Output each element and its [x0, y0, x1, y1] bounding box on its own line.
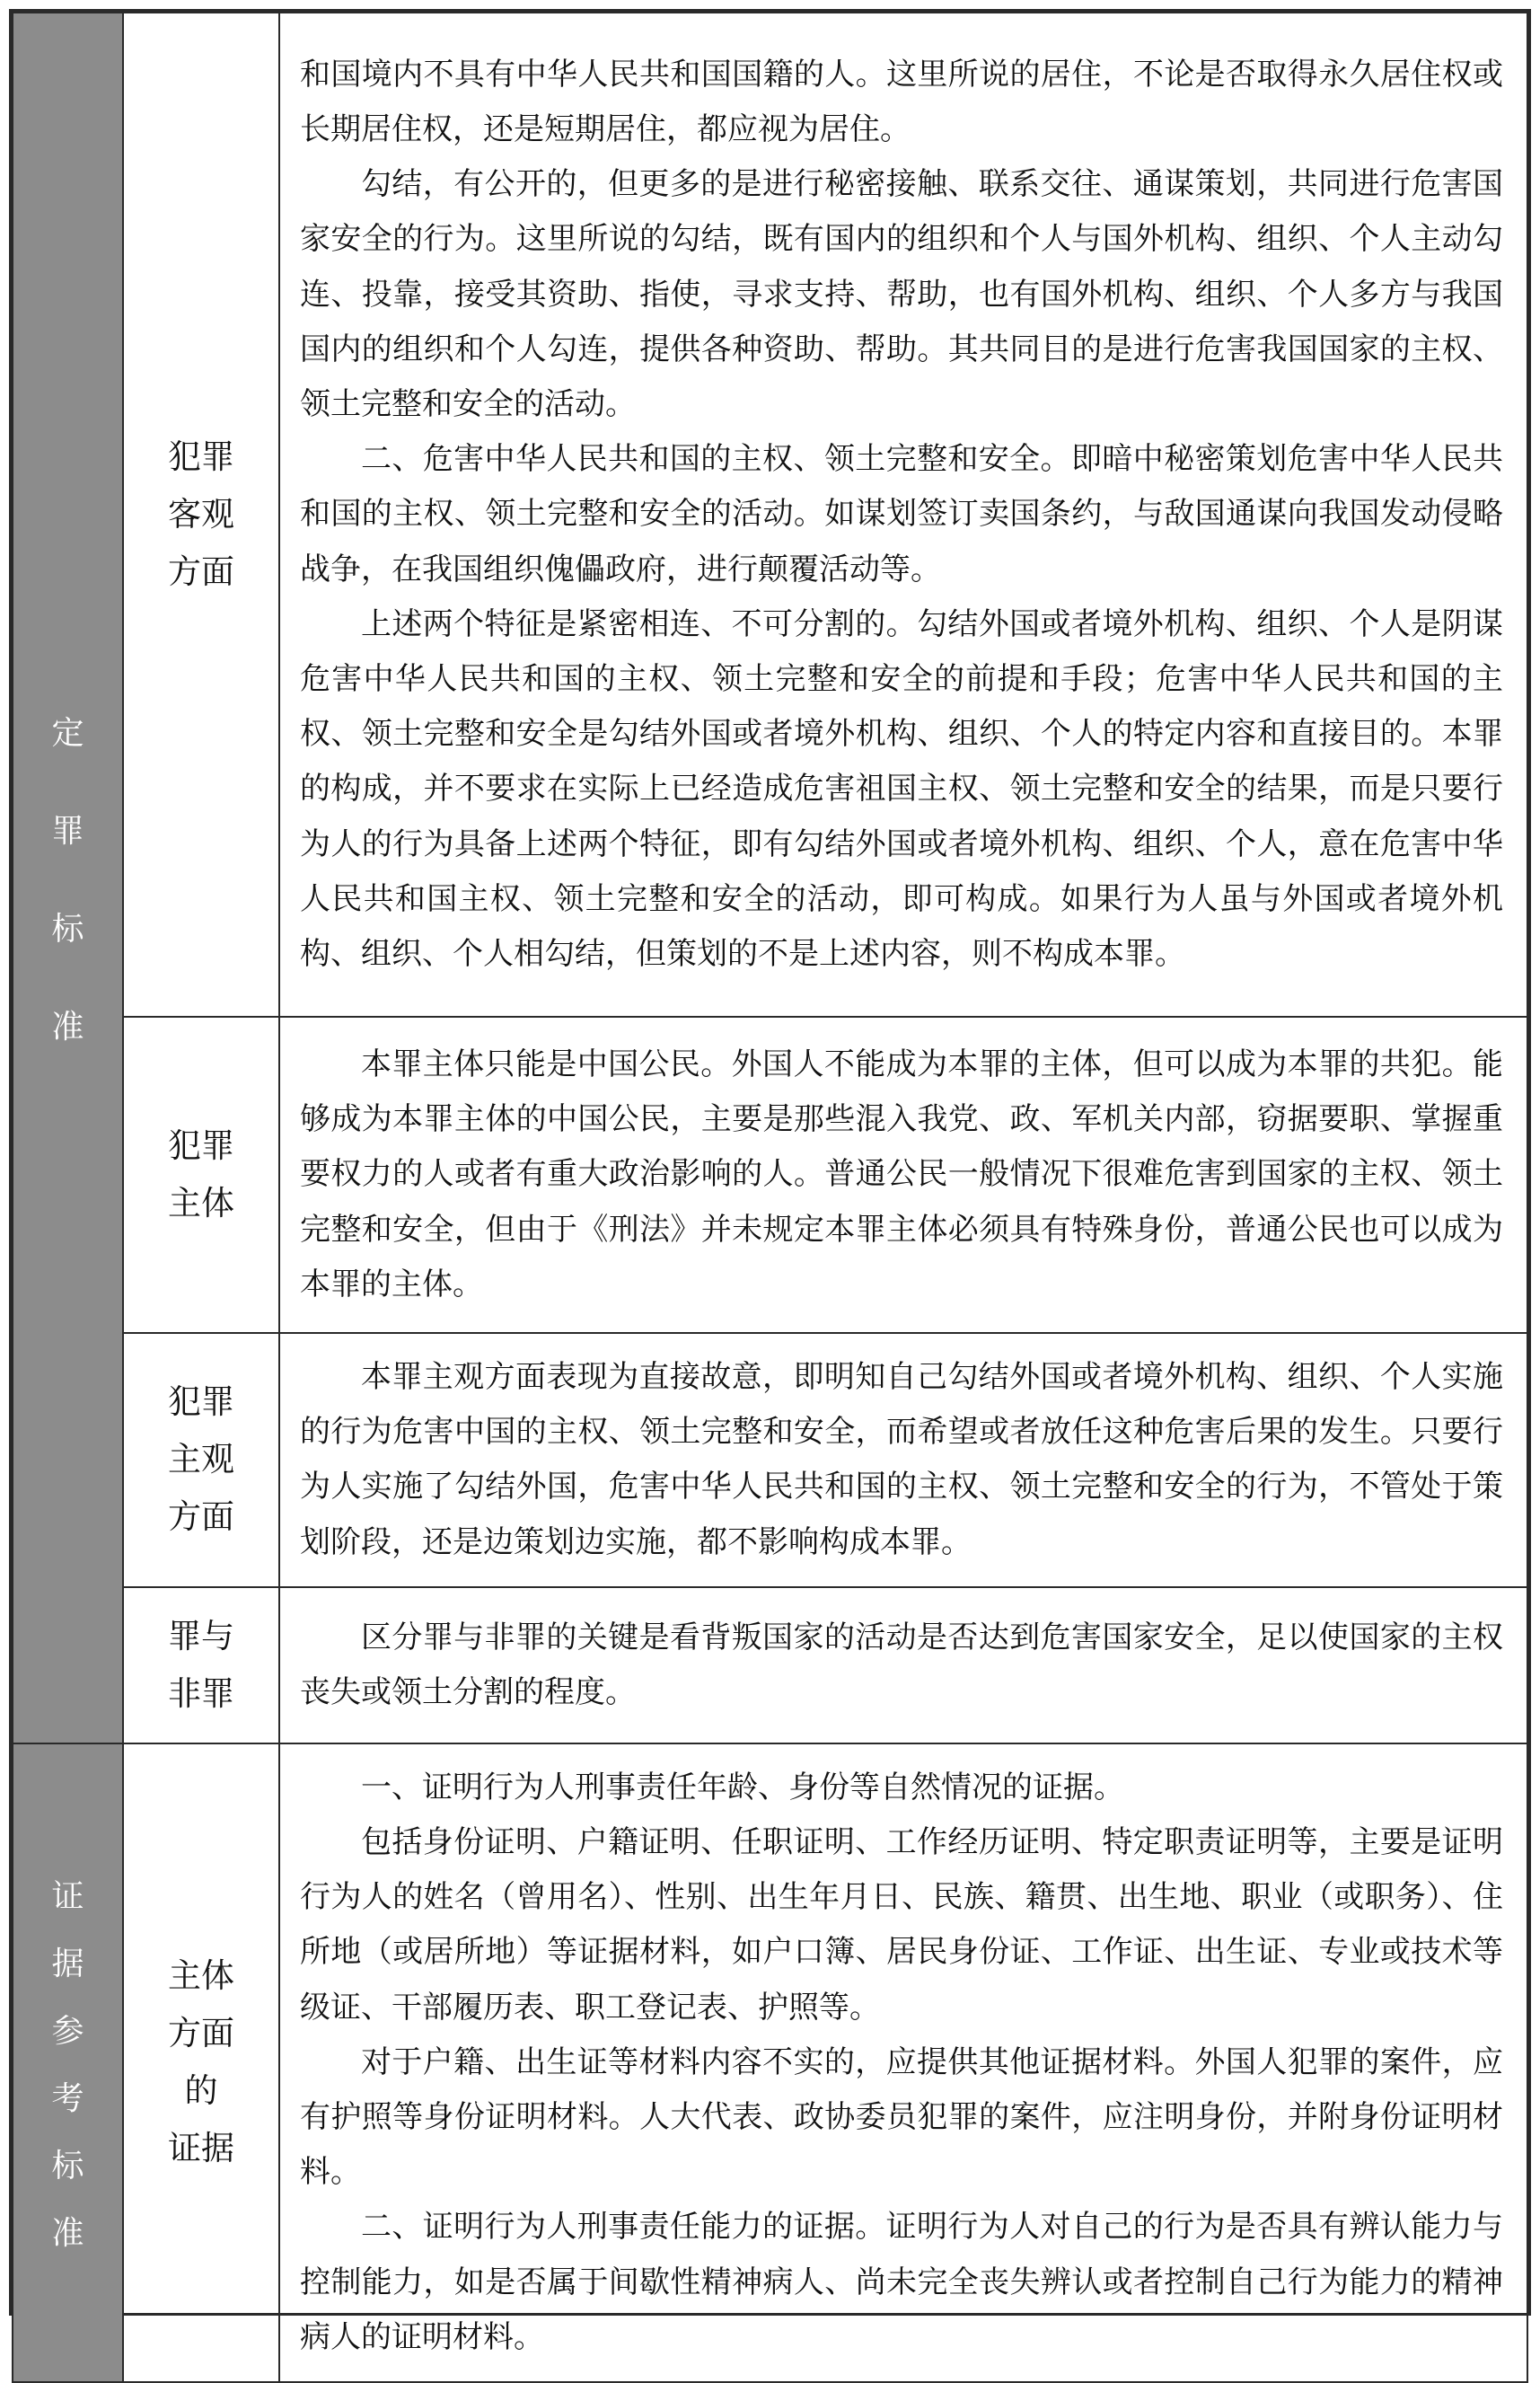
paragraph: 一、证明行为人刑事责任年龄、身份等自然情况的证据。	[361, 1769, 1124, 1805]
category-char: 标	[51, 2148, 84, 2185]
row-label-line: 罪与	[168, 1616, 234, 1655]
paragraph: 包括身份证明、户籍证明、任职证明、工作经历证明、特定职责证明等，主要是证明行为人的姓名（曾用名）、性别、出生年月日、民族、籍贯、出生地、职业（或职务）、住所地（或居所地）等证据材料，如户口簿、居民身份证、工作证、出生证、专业或技术等级证、干部履历表、职工登记表、护照等。	[300, 1824, 1503, 2026]
category-char: 据	[51, 1946, 84, 1983]
paragraph: 区分罪与非罪的关键是看背叛国家的活动是否达到危害国家安全，足以使国家的主权丧失或领土分割的程度。	[300, 1619, 1503, 1710]
category-cell-evidence-standard	[13, 1743, 123, 2382]
row-content-subject-evidence	[279, 1743, 1527, 2382]
row-content-crime-vs-noncrime	[279, 1587, 1527, 1743]
row-label-objective-aspect	[123, 13, 279, 1017]
table-row	[13, 1333, 1527, 1587]
paragraph: 二、证明行为人刑事责任能力的证据。证明行为人对自己的行为是否具有辨认能力与控制能力，如是否属于间歇性精神病人、尚未完全丧失辨认或者控制自己行为能力的精神病人的证明材料。	[300, 2209, 1503, 2355]
table-row	[13, 1017, 1527, 1333]
category-char: 罪	[51, 813, 84, 851]
row-label-line: 证据	[168, 2129, 234, 2168]
category-char: 准	[51, 2215, 84, 2253]
row-label-subject	[123, 1017, 279, 1333]
row-label-subject-evidence	[123, 1743, 279, 2382]
row-label-line: 主观	[168, 1440, 234, 1479]
table-row	[13, 1743, 1527, 2382]
row-label-line: 方面	[168, 552, 234, 591]
criteria-grid	[12, 12, 1528, 2383]
paragraph: 上述两个特征是紧密相连、不可分割的。勾结外国或者境外机构、组织、个人是阴谋危害中华人民共和国的主权、领土完整和安全的前提和手段；危害中华人民共和国的主权、领土完整和安全是勾结外国或者境外机构、组织、个人的特定内容和直接目的。本罪的构成，并不要求在实际上已经造成危害祖国主权、领土完整和安全的结果，而是只要行为人的行为具备上述两个特征，即有勾结外国或者境外机构、组织、个人，意在危害中华人民共和国主权、领土完整和安全的活动，即可构成。如果行为人虽与外国或者境外机构、组织、个人相勾结，但策划的不是上述内容，则不构成本罪。	[300, 605, 1503, 973]
category-char: 标	[51, 911, 84, 949]
row-label-line: 犯罪	[168, 437, 234, 476]
row-label-line: 主体	[168, 1184, 234, 1222]
category-char: 准	[51, 1009, 84, 1046]
table-row	[13, 1587, 1527, 1743]
row-label-line: 主体	[168, 1956, 234, 1996]
table-row	[13, 13, 1527, 1017]
row-label-line: 方面	[168, 2014, 234, 2053]
row-label-line: 非罪	[168, 1673, 234, 1713]
category-char: 参	[51, 2013, 84, 2051]
criteria-table	[9, 9, 1531, 2355]
category-cell-conviction-standard	[13, 13, 123, 1743]
row-label-line: 方面	[168, 1497, 234, 1537]
row-label-line: 犯罪	[168, 1126, 234, 1165]
row-label-crime-vs-noncrime	[123, 1587, 279, 1743]
row-content-objective-aspect	[279, 13, 1527, 1017]
row-content-subject	[279, 1017, 1527, 1333]
paragraph: 勾结，有公开的，但更多的是进行秘密接触、联系交往、通谋策划，共同进行危害国家安全的行为。这里所说的勾结，既有国内的组织和个人与国外机构、组织、个人主动勾连、投靠，接受其资助、指使，寻求支持、帮助，也有国外机构、组织、个人多方与我国国内的组织和个人勾连，提供各种资助、帮助。其共同目的是进行危害我国国家的主权、领土完整和安全的活动。	[300, 166, 1503, 422]
category-char: 考	[51, 2080, 84, 2118]
category-char: 证	[51, 1878, 84, 1916]
row-label-subjective-aspect	[123, 1333, 279, 1587]
paragraph: 本罪主体只能是中国公民。外国人不能成为本罪的主体，但可以成为本罪的共犯。能够成为本罪主体的中国公民，主要是那些混入我党、政、军机关内部，窃据要职、掌握重要权力的人或者有重大政治影响的人。普通公民一般情况下很难危害到国家的主权、领土完整和安全，但由于《刑法》并未规定本罪主体必须具有特殊身份，普通公民也可以成为本罪的主体。	[300, 1046, 1503, 1302]
row-label-line: 客观	[168, 495, 234, 534]
paragraph: 对于户籍、出生证等材料内容不实的，应提供其他证据材料。外国人犯罪的案件，应有护照等身份证明材料。人大代表、政协委员犯罪的案件，应注明身份，并附身份证明材料。	[300, 2043, 1503, 2191]
row-label-line: 犯罪	[168, 1382, 234, 1422]
paragraph: 和国境内不具有中华人民共和国国籍的人。这里所说的居住，不论是否取得永久居住权或长期居住权，还是短期居住，都应视为居住。	[300, 56, 1503, 147]
category-char: 定	[51, 715, 84, 753]
row-content-subjective-aspect	[279, 1333, 1527, 1587]
paragraph: 二、危害中华人民共和国的主权、领土完整和安全。即暗中秘密策划危害中华人民共和国的主权、领土完整和安全的活动。如谋划签订卖国条约，与敌国通谋向我国发动侵略战争，在我国组织傀儡政府，进行颠覆活动等。	[300, 441, 1503, 587]
paragraph: 本罪主观方面表现为直接故意，即明知自己勾结外国或者境外机构、组织、个人实施的行为危害中国的主权、领土完整和安全，而希望或者放任这种危害后果的发生。只要行为人实施了勾结外国，危害中华人民共和国的主权、领土完整和安全的行为，不管处于策划阶段，还是边策划边实施，都不影响构成本罪。	[300, 1359, 1503, 1560]
row-label-line: 的	[184, 2071, 218, 2111]
